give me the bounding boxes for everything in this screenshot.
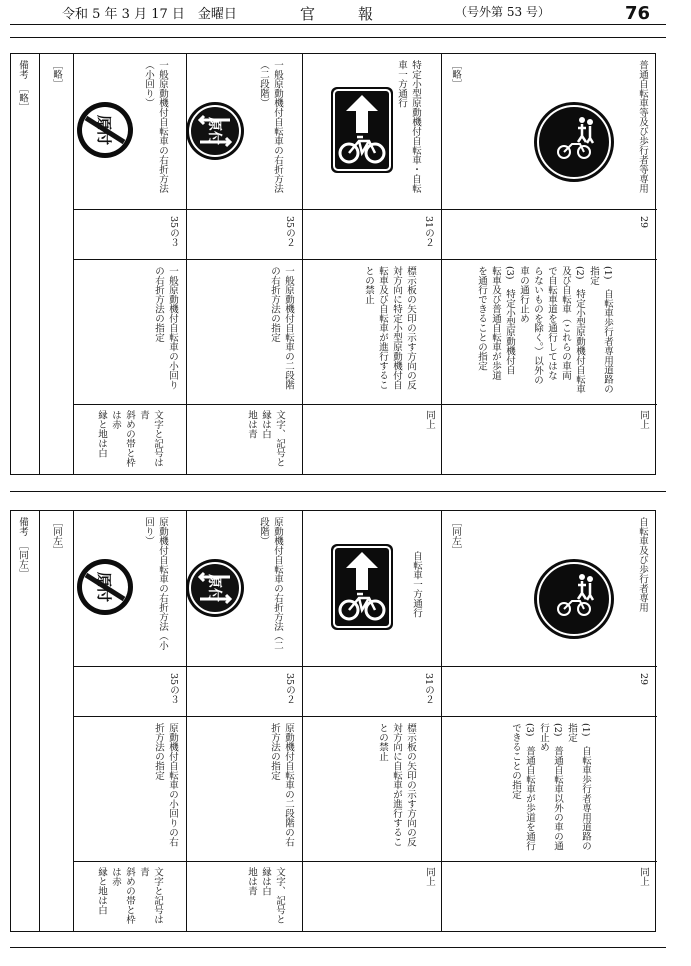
bicycle-pedestrian-sign: [534, 559, 614, 639]
sign-color: 文字と記号は 青 斜めの帯と枠 は赤 縁と地は白: [96, 410, 163, 467]
section-rule: [10, 37, 666, 38]
two-step-turn-sign: [186, 559, 244, 617]
sign-label-text: 原付: [206, 117, 222, 145]
sign-meaning: 一般原動機付自転車の二段階 の右折方法の指定: [269, 266, 294, 390]
sign-color: 同上: [638, 410, 649, 429]
sign-label-text: 原付: [95, 571, 113, 603]
sign-name: 特定小型原動機付自転車・自転 車一方通行: [396, 60, 421, 193]
sign-name: 自転車及び歩行者専用: [637, 517, 648, 612]
page-number: 76: [625, 3, 651, 24]
section-rule: [10, 491, 666, 492]
sign-color: 同上: [424, 867, 435, 886]
sign-label-text: 原付: [206, 574, 222, 602]
section-number: 29: [638, 216, 649, 229]
sign-meaning: (1) 自転車歩行者専用道路の 指定 (2) 普通自転車以外の車の通 行止め (3) 普通自転車が歩道を通行 できることの指定: [510, 723, 591, 851]
sign-name: 一般原動機付自転車の右折方法 （小回り）: [143, 60, 168, 193]
sign-name: 自転車一方通行: [411, 551, 422, 618]
sign-meaning: 原動機付自転車の小回りの右 折方法の指定: [153, 723, 178, 847]
sign-color: 文字、記号と 縁は白 地は青: [246, 410, 285, 467]
sign-name: 一般原動機付自転車の右折方法 （二段階）: [258, 60, 283, 193]
sign-label-text: 原付: [95, 114, 113, 146]
section-number: 29: [638, 673, 649, 686]
page-header: [0, 0, 691, 24]
lower-table: [10, 510, 656, 932]
sign-color: 同上: [424, 410, 435, 429]
section-rule: [10, 947, 666, 948]
sign-meaning: 標示板の矢印の示す方向の反 対方向に自転車が進行するこ との禁止: [377, 723, 416, 847]
header-rule: [10, 24, 666, 25]
one-way-bicycle-sign: [331, 87, 393, 173]
bicycle-pedestrian-sign: [534, 102, 614, 182]
gazette-title: 官 報: [300, 5, 388, 23]
sign-meaning: (1) 自転車歩行者専用道路の 指定 (2) 特定小型原動機付自転車 及び自転車（これらの車両 で自転車道を通行してはな らないものを除く。）以外の 車の通行止め (3) 特定小型原動機付自 転車及び普通自転車が歩道 を通行できることの指定: [476, 266, 613, 394]
small-turn-sign: [77, 102, 133, 158]
section-number: 31の２: [423, 216, 434, 248]
sample-label: ［略］: [51, 60, 62, 89]
upper-table: [10, 53, 656, 475]
one-way-bicycle-sign: [331, 544, 393, 630]
section-number: 31の２: [423, 673, 434, 705]
sign-name: 原動機付自転車の右折方法（二 段階）: [258, 517, 283, 650]
issue-number: （号外第 53 号）: [455, 5, 550, 19]
sign-name: 普通自転車等及び歩行者等専用: [637, 60, 648, 193]
sample-label: ［同左］: [51, 517, 62, 555]
two-step-turn-sign: [186, 102, 244, 160]
sample-label: ［同左］: [450, 517, 461, 555]
sign-color: 文字、記号と 縁は白 地は青: [246, 867, 285, 924]
small-turn-sign: [77, 559, 133, 615]
issue-date: 令和 5 年 3 月 17 日 金曜日: [62, 7, 237, 22]
sign-meaning: 原動機付自転車の二段階の右 折方法の指定: [269, 723, 294, 847]
sign-meaning: 標示板の矢印の示す方向の反 対方向に特定小型原動機付自 転車及び自転車が進行するこ との禁止: [363, 266, 416, 390]
section-number: 35の２: [284, 673, 295, 705]
section-number: 35の３: [168, 216, 179, 248]
sample-label: ［略］: [450, 60, 461, 89]
sign-meaning: 一般原動機付自転車の小回り の右折方法の指定: [153, 266, 178, 390]
notes-label: 備考 ［同左］: [17, 517, 28, 579]
notes-label: 備考 ［略］: [17, 60, 28, 113]
sign-color: 文字と記号は 青 斜めの帯と枠 は赤 縁と地は白: [96, 867, 163, 924]
sign-color: 同上: [638, 867, 649, 886]
sign-name: 原動機付自転車の右折方法（小 回り）: [143, 517, 168, 650]
section-number: 35の２: [284, 216, 295, 248]
section-number: 35の３: [168, 673, 179, 705]
